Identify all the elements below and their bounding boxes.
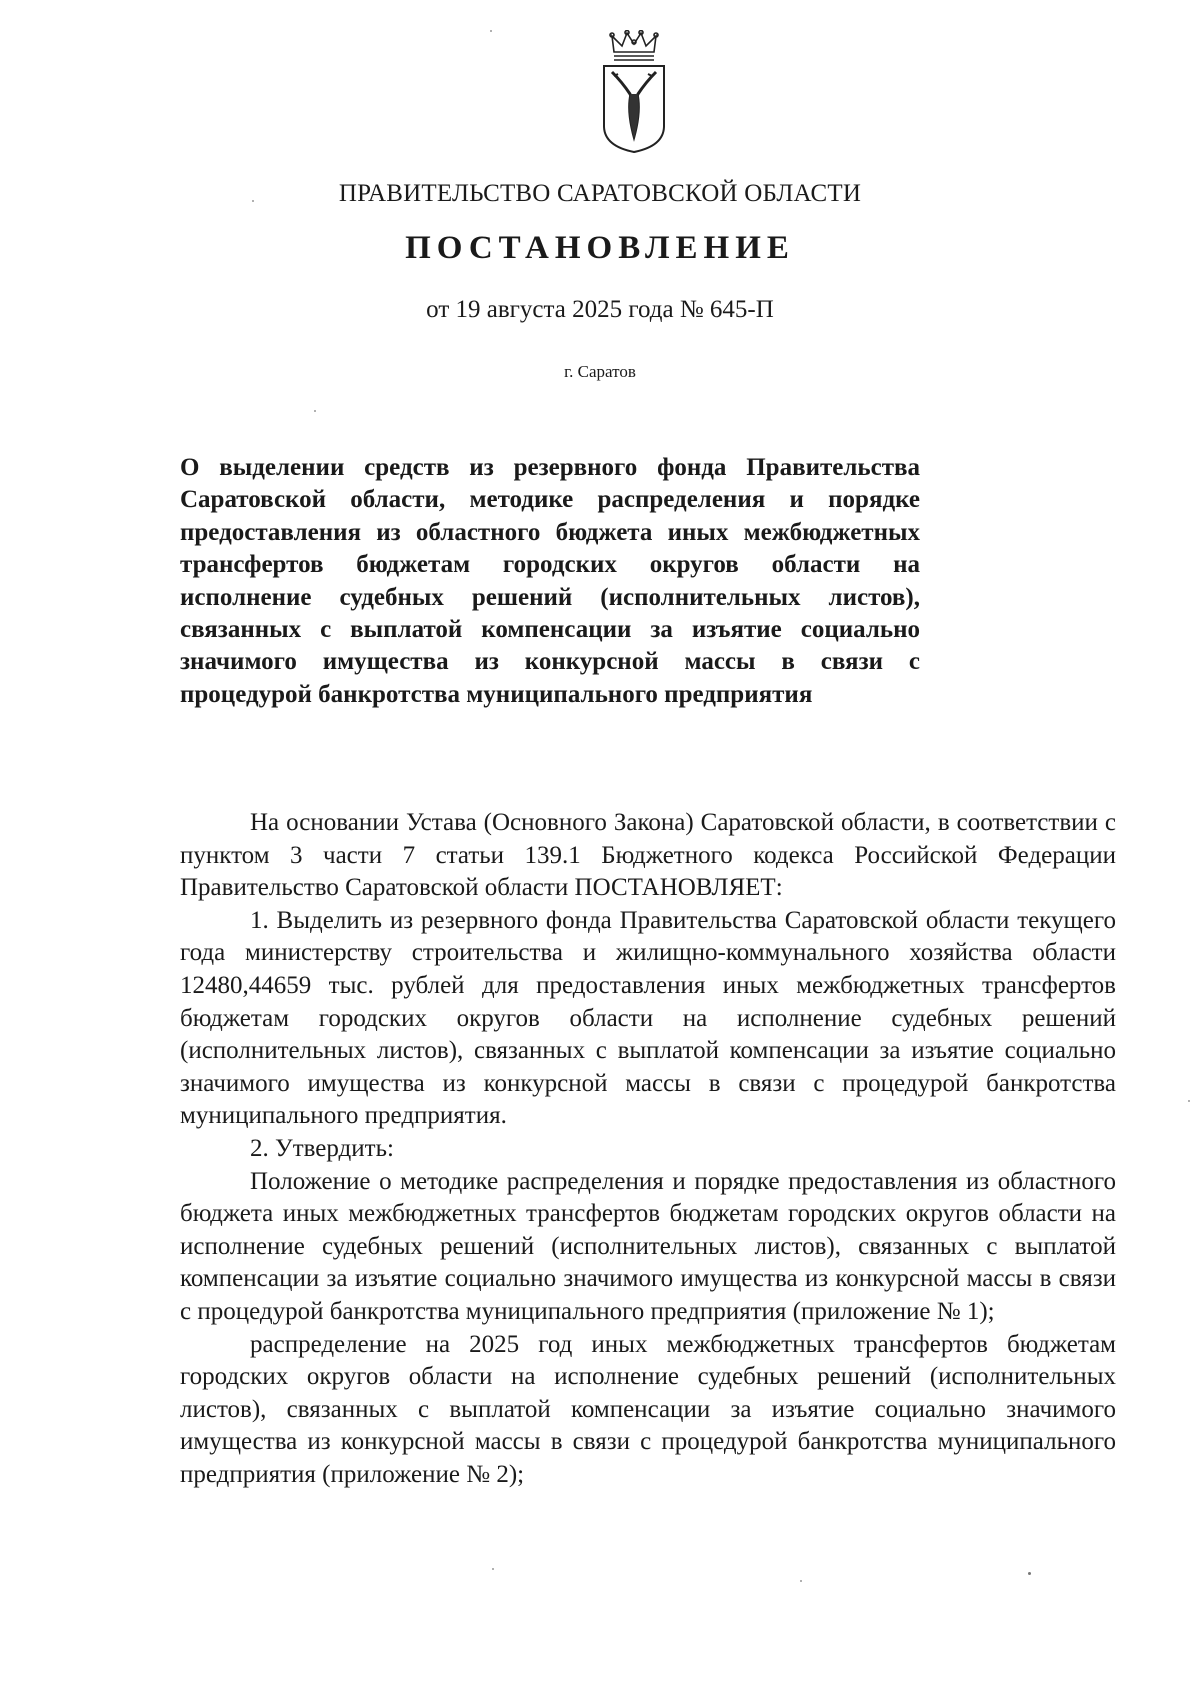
document-city: г. Саратов <box>564 362 636 381</box>
body-paragraph: 2. Утвердить: <box>250 1134 394 1162</box>
issuing-authority: ПРАВИТЕЛЬСТВО САРАТОВСКОЙ ОБЛАСТИ <box>338 180 862 207</box>
saratov-coat-of-arms-icon <box>600 30 668 154</box>
scan-speck <box>314 410 316 412</box>
document-type-title: ПОСТАНОВЛЕНИЕ <box>405 230 795 266</box>
scan-speck <box>1188 1100 1190 1102</box>
document-subject-title: О выделении средств из резервного фонда Правительства Саратовской области, методике распределения и порядке предоставления из областного бюджета иных межбюджетных трансфертов бюджетам городских округов области на исполнение судебных решений (исполнительных листов), связанных с выплатой компенсации за изъятие социально значимого имущества из конкурсной массы в связи с процедурой банкротства муниципального предприятия <box>180 454 920 708</box>
scan-speck <box>492 1568 494 1570</box>
scan-speck <box>490 30 492 32</box>
body-paragraph: 1. Выделить из резервного фонда Правительства Саратовской области текущего года министерству строительства и жилищно-коммунального хозяйства области 12480,44659 тыс. рублей для предоставления иных межбюджетных трансфертов бюджетам городских округов области на исполнение судебных решений (исполнительных листов), связанных с выплатой компенсации за изъятие социально значимого имущества из конкурсной массы в связи с процедурой банкротства муниципального предприятия. <box>180 906 1116 1130</box>
body-paragraph: Положение о методике распределения и порядке предоставления из областного бюджета иных межбюджетных трансфертов бюджетам городских округов области на исполнение судебных решений (исполнительных листов), связанных с выплатой компенсации за изъятие социально значимого имущества из конкурсной массы в связи с процедурой банкротства муниципального предприятия (приложение № 1); <box>180 1167 1116 1325</box>
body-paragraph: распределение на 2025 год иных межбюджетных трансфертов бюджетам городских округов области на исполнение судебных решений (исполнительных листов), связанных с выплатой компенсации за изъятие социально значимого имущества из конкурсной массы в связи с процедурой банкротства муниципального предприятия (приложение № 2); <box>180 1330 1116 1488</box>
scan-speck <box>800 1580 802 1582</box>
scan-speck <box>252 200 254 202</box>
body-paragraph: На основании Устава (Основного Закона) Саратовской области, в соответствии с пунктом 3 части 7 статьи 139.1 Бюджетного кодекса Российской Федерации Правительство Саратовской области ПОСТАНОВЛЯЕТ: <box>180 809 1116 902</box>
scan-speck <box>1028 1572 1031 1575</box>
document-date-number: от 19 августа 2025 года № 645-П <box>426 296 774 323</box>
document-body <box>180 807 1116 1491</box>
